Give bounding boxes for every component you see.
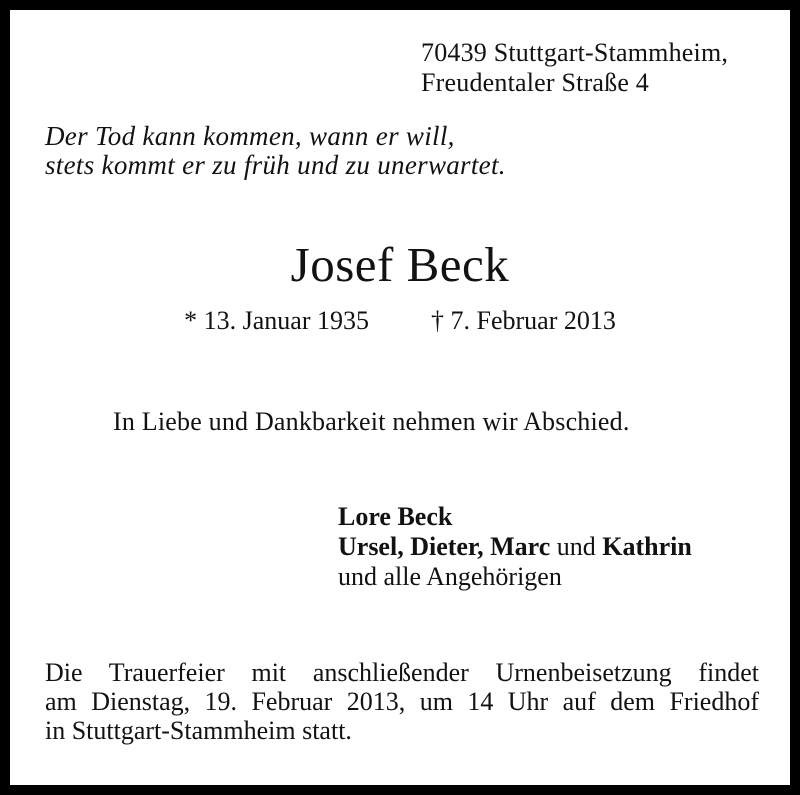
life-dates — [10, 306, 790, 336]
funeral-notice-line: am Dienstag, 19. Februar 2013, um 14 Uhr auf dem Friedhof — [45, 687, 759, 716]
funeral-notice — [45, 658, 759, 745]
mourner-relatives: und alle Angehörigen — [338, 562, 562, 591]
epigraph-line: Der Tod kann kommen, wann er will, — [45, 121, 455, 151]
deceased-name: Josef Beck — [290, 237, 510, 292]
mourner-widow: Lore Beck — [338, 502, 453, 531]
farewell-sentence: In Liebe und Dankbarkeit nehmen wir Abschied. — [113, 407, 630, 436]
mourner-children-line — [338, 532, 692, 562]
funeral-notice-line: in Stuttgart-Stammheim statt. — [45, 716, 352, 745]
epigraph-quote — [45, 122, 506, 180]
death-date: † 7. Februar 2013 — [431, 306, 616, 335]
address-line-street: Freudentaler Straße 4 — [421, 68, 650, 97]
funeral-notice-line: Die Trauerfeier mit anschließender Urnenbeisetzung findet — [45, 658, 759, 687]
address-line-city: 70439 Stuttgart-Stammheim, — [421, 38, 729, 67]
epigraph-line: stets kommt er zu früh und zu unerwartet. — [45, 150, 506, 180]
mourner-conjunction: und — [556, 532, 596, 561]
mourners-block — [338, 502, 692, 592]
birth-date: * 13. Januar 1935 — [184, 306, 369, 335]
mourner-child: Kathrin — [602, 532, 692, 561]
mourner-children: Ursel, Dieter, Marc — [338, 532, 551, 561]
sender-address — [421, 38, 728, 98]
